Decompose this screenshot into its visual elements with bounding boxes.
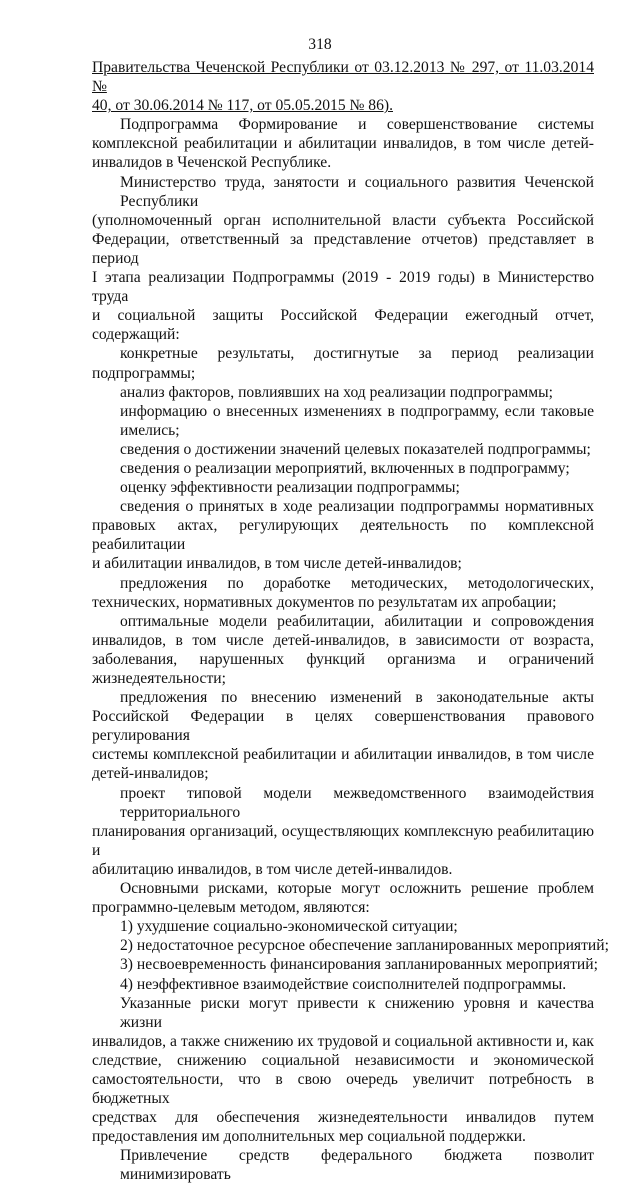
text-line: Указанные риски могут привести к снижению уровня и качества жизни <box>120 994 594 1031</box>
text-line: информацию о внесенных изменениях в подпрограмму, если таковые имелись; <box>120 402 594 439</box>
text-line: предоставления им дополнительных мер социальной поддержки. <box>92 1128 526 1146</box>
text-line: Привлечение средств федерального бюджета позволит минимизировать <box>120 1147 594 1184</box>
text-line: 40, от 30.06.2014 № 117, от 05.05.2015 № 86). <box>92 97 393 115</box>
text-line: инвалидов, в том числе детей-инвалидов, в зависимости от возраста, <box>92 631 594 649</box>
text-line: 4) неэффективное взаимодействие соисполнителей подпрограммы. <box>120 975 567 993</box>
text-line: и абилитации инвалидов, в том числе детей-инвалидов; <box>92 555 462 573</box>
text-line: средствах для обеспечения жизнедеятельности инвалидов путем <box>92 1109 594 1127</box>
text-line: 2) недостаточное ресурсное обеспечение запланированных мероприятий; <box>120 937 609 955</box>
text-line: 1) ухудшение социально-экономической ситуации; <box>120 918 458 936</box>
page-number: 318 <box>308 36 332 53</box>
text-line: сведения о достижении значений целевых показателей подпрограммы; <box>120 440 591 458</box>
text-line: конкретные результаты, достигнутые за период реализации <box>120 345 594 363</box>
text-line: правовых актах, регулирующих деятельность по комплексной реабилитации <box>92 517 594 554</box>
text-line: подпрограммы; <box>92 364 196 382</box>
text-line: Правительства Чеченской Республики от 03.12.2013 № 297, от 11.03.2014 № <box>92 59 594 96</box>
text-line: планирования организаций, осуществляющих комплексную реабилитацию и <box>92 822 594 859</box>
text-line: сведения о принятых в ходе реализации подпрограммы нормативных <box>120 498 594 516</box>
text-line: программно-целевым методом, являются: <box>92 899 370 917</box>
text-line: инвалидов, а также снижению их трудовой и социальной активности и, как <box>92 1032 594 1050</box>
text-line: детей-инвалидов; <box>92 765 209 783</box>
text-line: следствие, снижению социальной независимости и экономической <box>92 1051 594 1069</box>
text-line: анализ факторов, повлиявших на ход реализации подпрограммы; <box>120 383 553 401</box>
text-line: Российской Федерации в целях совершенствования правового регулирования <box>92 708 594 745</box>
text-line: и социальной защиты Российской Федерации ежегодный отчет, содержащий: <box>92 307 594 344</box>
text-line: системы комплексной реабилитации и абилитации инвалидов, в том числе <box>92 746 594 764</box>
text-line: предложения по внесению изменений в законодательные акты <box>120 689 594 707</box>
text-line: оптимальные модели реабилитации, абилитации и сопровождения <box>120 612 594 630</box>
text-line: абилитацию инвалидов, в том числе детей-инвалидов. <box>92 860 453 878</box>
text-line: Подпрограмма Формирование и совершенствование системы <box>120 116 594 134</box>
text-line: 3) несвоевременность финансирования запланированных мероприятий; <box>120 956 598 974</box>
document-body <box>92 58 609 1185</box>
text-line: Министерство труда, занятости и социального развития Чеченской Республики <box>120 173 594 210</box>
text-line: I этапа реализации Подпрограммы (2019 - 2019 годы) в Министерство труда <box>92 269 594 306</box>
text-line: оценку эффективности реализации подпрограммы; <box>120 479 460 497</box>
text-line: Федерации, ответственный за представление отчетов) представляет в период <box>92 230 594 267</box>
text-line: Основными рисками, которые могут осложнить решение проблем <box>120 880 594 898</box>
text-line: самостоятельности, что в свою очередь увеличит потребность в бюджетных <box>92 1070 594 1108</box>
text-line: проект типовой модели межведомственного взаимодействия территориального <box>120 784 594 821</box>
text-line: (уполномоченный орган исполнительной власти субъекта Российской <box>92 211 594 229</box>
text-line: сведения о реализации мероприятий, включенных в подпрограмму; <box>120 459 570 477</box>
text-line: технических, нормативных документов по результатам их апробации; <box>92 593 557 611</box>
text-line: заболевания, нарушенных функций организма и ограничений жизнедеятельности; <box>92 650 594 687</box>
text-line: предложения по доработке методических, методологических, <box>120 574 594 592</box>
text-line: комплексной реабилитации и абилитации инвалидов, в том числе детей- <box>92 135 594 153</box>
text-line: инвалидов в Чеченской Республике. <box>92 154 332 172</box>
